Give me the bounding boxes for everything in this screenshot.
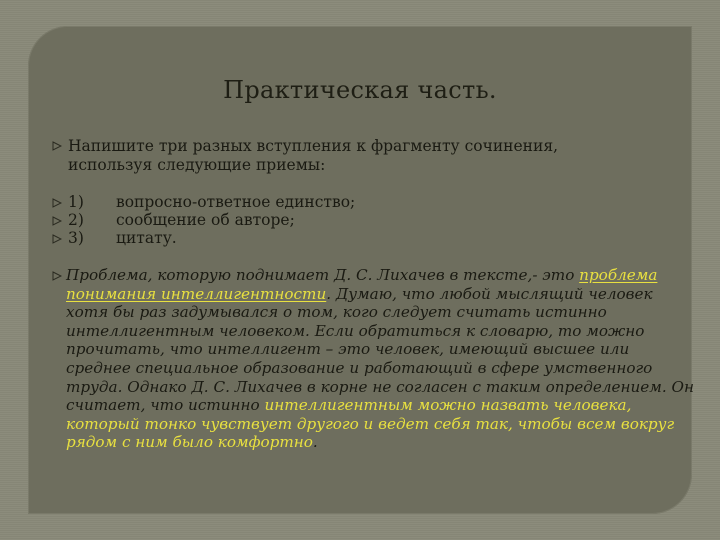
list-item-number: 2) xyxy=(68,211,84,229)
list-item xyxy=(68,193,668,212)
list-item-text: цитату. xyxy=(116,229,177,247)
essay-paragraph xyxy=(66,266,696,452)
slide-title: Практическая часть. xyxy=(223,76,497,104)
bullet-icon xyxy=(52,271,62,281)
bullet-icon xyxy=(52,216,62,226)
list-item-number: 1) xyxy=(68,193,84,211)
paragraph-part-3: . Думаю, что любой мыслящий человек хотя бы раз задумывался о том, кого следует считать истинно интеллигентным человеком. Если обратиться к словарю, то можно прочитать, что интеллигент – это человек, имеющий высшее или среднее специальное образование и работающий в сфере умственного труда. Однако Д. С. Лихачев в корне не согласен с таким определением. Он считает, что истинно xyxy=(66,284,694,415)
list-item-text: сообщение об авторе; xyxy=(116,211,295,229)
list-item-number: 3) xyxy=(68,229,84,247)
paragraph-highlight-2: интеллигентным можно назвать человека, который тонко чувствует другого и ведет себя так, чтобы всем вокруг рядом с ним было комфортно xyxy=(66,396,675,452)
intro-text xyxy=(68,137,688,174)
intro-line-2: используя следующие приемы: xyxy=(68,155,326,174)
paragraph-part-1: Проблема, которую поднимает Д. С. Лихачев в тексте,- это xyxy=(66,266,575,284)
paragraph-part-5: . xyxy=(312,433,318,452)
bullet-icon xyxy=(52,234,62,244)
list-item xyxy=(68,211,668,230)
bullet-icon xyxy=(52,141,62,151)
paragraph-highlight-1: проблема понимания интеллигентности xyxy=(66,266,658,303)
list-item xyxy=(68,229,668,248)
intro-line-1: Напишите три разных вступления к фрагменту сочинения, xyxy=(68,137,559,155)
bullet-icon xyxy=(52,198,62,208)
list-item-text: вопросно-ответное единство; xyxy=(116,193,356,211)
